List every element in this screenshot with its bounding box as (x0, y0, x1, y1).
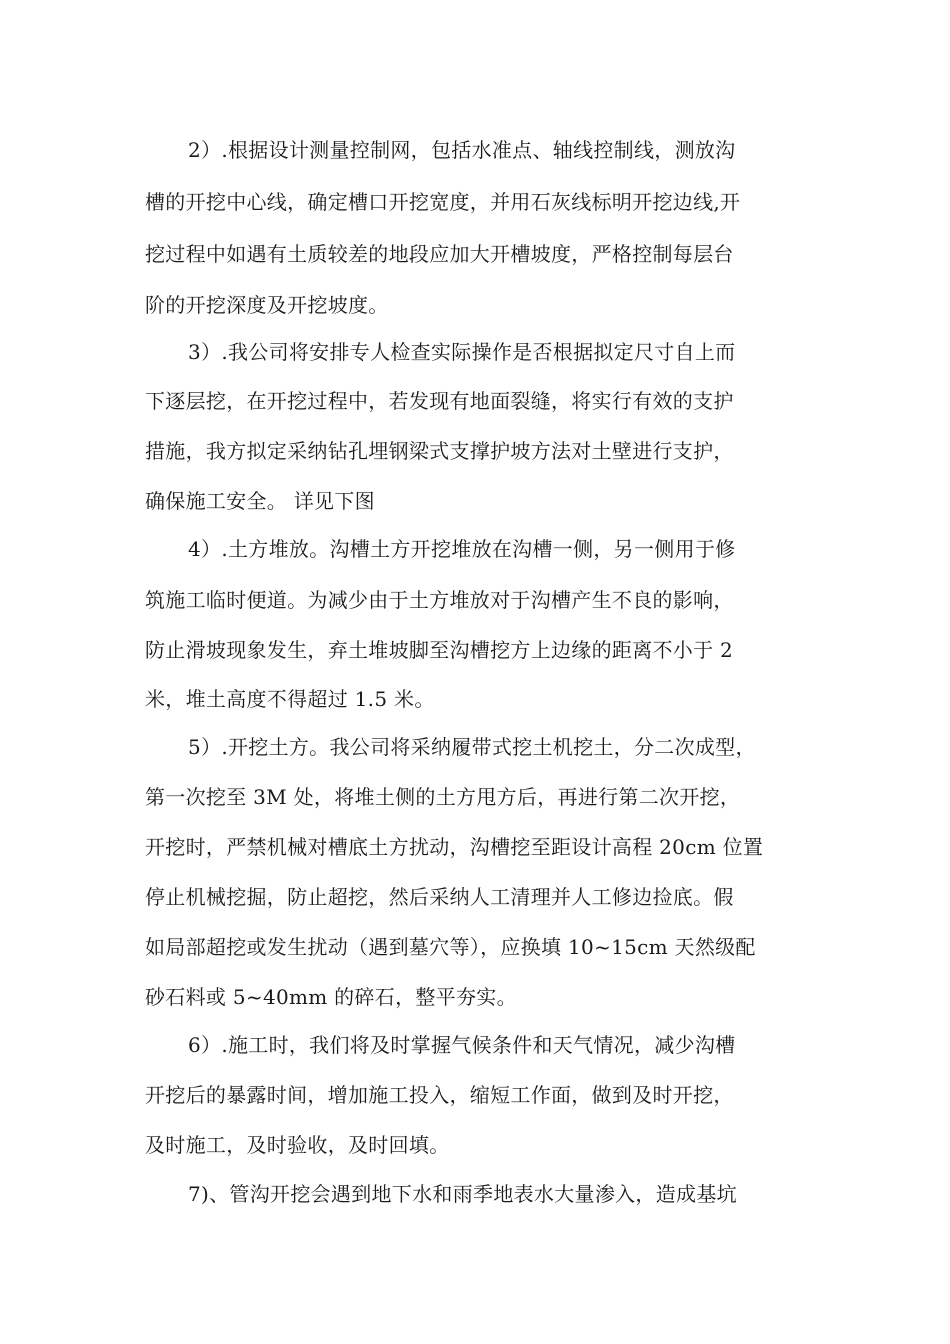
text-line: 下逐层挖，在开挖过程中，若发现有地面裂缝，将实行有效的支护 (145, 389, 734, 413)
text-line: 5）.开挖土方。我公司将采纳履带式挖土机挖土，分二次成型， (188, 735, 756, 759)
text-line: 第一次挖至 3M 处，将堆土侧的土方甩方后，再进行第二次开挖， (145, 785, 741, 809)
text-line: 及时施工，及时验收，及时回填。 (145, 1133, 450, 1157)
text-line: 2）.根据设计测量控制网，包括水准点、轴线控制线，测放沟 (188, 138, 736, 162)
text-line: 开挖后的暴露时间，增加施工投入，缩短工作面，做到及时开挖， (145, 1083, 734, 1107)
text-line: 筑施工临时便道。为减少由于土方堆放对于沟槽产生不良的影响， (145, 588, 734, 612)
text-line: 阶的开挖深度及开挖坡度。 (145, 293, 389, 317)
text-line: 停止机械挖掘，防止超挖，然后采纳人工清理并人工修边捡底。假 (145, 885, 734, 909)
text-line: 防止滑坡现象发生，弃土堆坡脚至沟槽挖方上边缘的距离不小于 2 (145, 638, 734, 662)
text-line: 确保施工安全。 详见下图 (145, 489, 375, 513)
text-line: 槽的开挖中心线，确定槽口开挖宽度，并用石灰线标明开挖边线,开 (145, 190, 741, 214)
text-line: 米，堆土高度不得超过 1.5 米。 (145, 687, 435, 711)
text-line: 7)、管沟开挖会遇到地下水和雨季地表水大量渗入，造成基坑 (188, 1182, 737, 1206)
text-line: 6）.施工时，我们将及时掌握气候条件和天气情况，减少沟槽 (188, 1033, 736, 1057)
text-line: 如局部超挖或发生扰动（遇到墓穴等），应换填 10~15cm 天然级配 (145, 935, 756, 959)
text-line: 砂石料或 5~40mm 的碎石，整平夯实。 (145, 985, 517, 1009)
text-line: 挖过程中如遇有土质较差的地段应加大开槽坡度，严格控制每层台 (145, 242, 734, 266)
text-line: 4）.土方堆放。沟槽土方开挖堆放在沟槽一侧，另一侧用于修 (188, 537, 736, 561)
text-line: 措施，我方拟定采纳钻孔埋钢梁式支撑护坡方法对土壁进行支护， (145, 439, 734, 463)
text-line: 3）.我公司将安排专人检查实际操作是否根据拟定尺寸自上而 (188, 340, 736, 364)
text-line: 开挖时，严禁机械对槽底土方扰动，沟槽挖至距设计高程 20cm 位置 (145, 835, 764, 859)
